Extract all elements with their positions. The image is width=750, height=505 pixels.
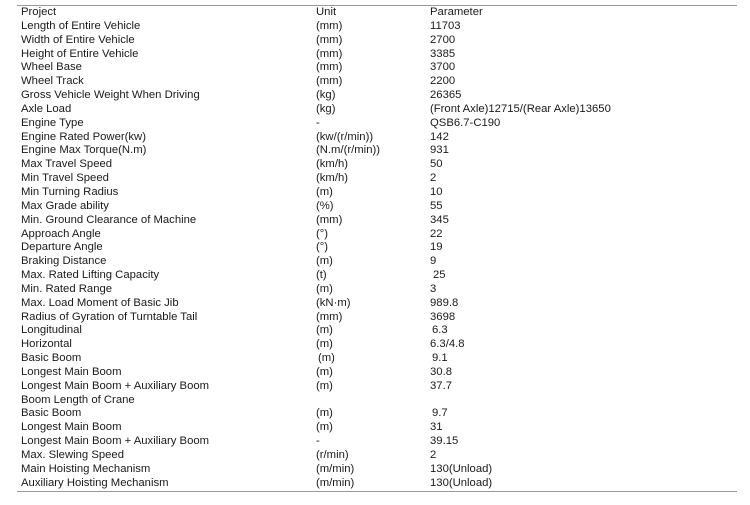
cell-unit: (°) — [316, 227, 329, 240]
cell-project: Length of Entire Vehicle — [21, 19, 141, 32]
cell-unit — [312, 394, 426, 408]
cell-unit: (t) — [316, 269, 327, 282]
cell-parameter: 26365 — [430, 89, 462, 102]
cell-project: Braking Distance — [21, 255, 107, 268]
cell-parameter: 30.8 — [430, 365, 452, 378]
cell-parameter: (Front Axle)12715/(Rear Axle)13650 — [430, 102, 611, 115]
table-row — [17, 228, 737, 242]
cell-unit: (m) — [316, 255, 333, 268]
cell-unit: (m) — [318, 352, 335, 365]
table-row — [17, 421, 737, 435]
table-row — [17, 20, 737, 34]
cell-unit: (N.m/(r/min)) — [316, 144, 380, 157]
cell-project: Max. Load Moment of Basic Jib — [21, 296, 179, 309]
table-row — [17, 324, 737, 338]
cell-parameter: 130(Unload) — [430, 462, 493, 475]
cell-project: Width of Entire Vehicle — [21, 33, 135, 46]
cell-parameter: 55 — [430, 199, 443, 212]
cell-parameter: 130(Unload) — [426, 477, 737, 491]
cell-project: Min Travel Speed — [21, 172, 109, 185]
cell-project: Longest Main Boom + Auxiliary Boom — [21, 379, 210, 392]
cell-project: Max Travel Speed — [21, 158, 113, 171]
table-row — [17, 380, 737, 394]
cell-parameter: 22 — [430, 227, 443, 240]
header-parameter: Parameter — [426, 6, 737, 20]
cell-project: Horizontal — [21, 338, 72, 351]
cell-unit: (kw/(r/min)) — [316, 130, 374, 143]
table-row — [17, 48, 737, 62]
cell-project: Axle Load — [21, 102, 72, 115]
cell-unit: (km/h) — [316, 172, 349, 185]
cell-parameter: 9 — [430, 255, 437, 268]
cell-parameter: 6.3 — [432, 324, 448, 337]
spec-table-body — [17, 6, 737, 492]
cell-unit: (kg) — [316, 89, 336, 102]
cell-parameter: 11703 — [430, 19, 461, 32]
cell-project: Boom Length of Crane — [21, 393, 135, 406]
cell-unit: (m/min) — [316, 462, 355, 475]
cell-project: Longest Main Boom + Auxiliary Boom — [21, 435, 210, 448]
cell-project: Basic Boom — [21, 407, 82, 420]
cell-parameter: 2 — [430, 449, 437, 461]
cell-parameter: 3698 — [430, 310, 456, 323]
cell-parameter: 2200 — [430, 75, 456, 88]
cell-project: Approach Angle — [21, 227, 101, 240]
cell-unit: (kg) — [316, 102, 336, 115]
cell-unit: (m) — [316, 324, 333, 337]
cell-project: Max. Slewing Speed — [21, 449, 124, 461]
cell-project: Longest Main Boom — [21, 365, 122, 378]
cell-unit: (mm) — [316, 213, 343, 226]
table-row — [17, 352, 737, 366]
cell-parameter: QSB6.7-C190 — [430, 116, 501, 129]
cell-project: Min. Ground Clearance of Machine — [21, 213, 197, 226]
cell-unit: (m) — [316, 338, 333, 351]
cell-parameter: 2700 — [430, 33, 456, 46]
cell-unit: (r/min) — [316, 449, 349, 461]
cell-parameter: 25 — [433, 269, 446, 282]
cell-parameter: 31 — [430, 421, 443, 434]
table-row — [17, 297, 737, 311]
cell-unit: (mm) — [316, 19, 343, 32]
cell-parameter: 3 — [430, 282, 437, 295]
table-row — [17, 117, 737, 131]
table-row — [17, 269, 737, 283]
cell-unit: (°) — [316, 241, 329, 254]
cell-parameter: 142 — [430, 130, 449, 143]
cell-project: Height of Entire Vehicle — [21, 47, 139, 60]
cell-project: Wheel Track — [21, 75, 84, 88]
cell-project: Auxiliary Hoisting Mechanism — [17, 477, 312, 491]
spec-table — [17, 5, 737, 492]
cell-unit: (m/min) — [312, 477, 426, 491]
cell-project: Wheel Base — [21, 61, 82, 74]
table-row — [17, 366, 737, 380]
header-project: Project — [17, 6, 312, 20]
cell-parameter: 3385 — [430, 47, 456, 60]
cell-project: Longest Main Boom — [21, 421, 122, 434]
table-row — [17, 61, 737, 75]
cell-parameter: 3700 — [430, 61, 456, 74]
cell-project: Max. Rated Lifting Capacity — [21, 269, 160, 282]
header-row — [17, 6, 737, 20]
cell-project: Max Grade ability — [21, 199, 109, 212]
cell-unit: (km/h) — [316, 158, 349, 171]
header-unit: Unit — [312, 6, 426, 20]
cell-unit: (m) — [316, 365, 333, 378]
cell-parameter: 2 — [430, 172, 437, 185]
cell-project: Min. Rated Range — [21, 282, 113, 295]
table-row — [17, 144, 737, 158]
cell-parameter: 9.1 — [432, 352, 448, 365]
table-row — [17, 186, 737, 200]
cell-unit: (mm) — [316, 61, 343, 74]
cell-project: Min Turning Radius — [21, 185, 119, 198]
table-row — [17, 255, 737, 269]
cell-parameter: 6.3/4.8 — [430, 338, 465, 351]
table-row — [17, 158, 737, 172]
cell-unit: (mm) — [316, 75, 343, 88]
table-row — [17, 241, 737, 255]
table-row — [17, 283, 737, 297]
cell-project: Gross Vehicle Weight When Driving — [21, 89, 200, 102]
cell-unit: (m) — [316, 282, 333, 295]
table-row — [17, 131, 737, 145]
cell-unit: (m) — [316, 407, 333, 420]
cell-parameter: 50 — [430, 158, 443, 171]
cell-parameter: 19 — [430, 241, 443, 254]
cell-project: Basic Boom — [21, 352, 82, 365]
cell-project: Engine Max Torque(N.m) — [21, 144, 147, 157]
cell-parameter: 931 — [430, 144, 449, 157]
cell-unit: - — [316, 116, 320, 129]
cell-unit: (%) — [316, 199, 334, 212]
table-row — [17, 172, 737, 186]
cell-project: Engine Type — [21, 116, 84, 129]
table-row — [17, 103, 737, 117]
cell-unit: - — [316, 435, 320, 448]
table-row — [17, 394, 737, 408]
cell-unit: (m) — [316, 379, 333, 392]
cell-parameter — [426, 394, 737, 408]
cell-project: Engine Rated Power(kw) — [21, 130, 146, 143]
cell-unit: (mm) — [316, 47, 343, 60]
cell-unit: (mm) — [316, 310, 343, 323]
table-row — [17, 34, 737, 48]
table-row — [17, 200, 737, 214]
cell-parameter: 345 — [430, 213, 449, 226]
cell-parameter: 39.15 — [430, 435, 459, 448]
cell-unit: (m) — [316, 185, 333, 198]
cell-parameter: 10 — [430, 185, 443, 198]
table-row — [17, 477, 737, 491]
cell-project: Longitudinal — [21, 324, 82, 337]
cell-parameter: 37.7 — [430, 379, 452, 392]
table-row — [17, 463, 737, 477]
cell-project: Radius of Gyration of Turntable Tail — [21, 310, 198, 323]
cell-parameter: 989.8 — [430, 296, 459, 309]
table-row — [17, 435, 737, 449]
table-row — [17, 214, 737, 228]
table-row — [17, 338, 737, 352]
cell-project: Main Hoisting Mechanism — [21, 462, 151, 475]
cell-unit: (mm) — [316, 33, 343, 46]
table-row — [17, 449, 737, 463]
table-row — [17, 407, 737, 421]
table-row — [17, 311, 737, 325]
table-row — [17, 89, 737, 103]
table-row — [17, 75, 737, 89]
cell-unit: (kN·m) — [316, 296, 351, 309]
cell-parameter: 9.7 — [432, 407, 448, 420]
cell-project: Departure Angle — [21, 241, 103, 254]
cell-unit: (m) — [316, 421, 333, 434]
